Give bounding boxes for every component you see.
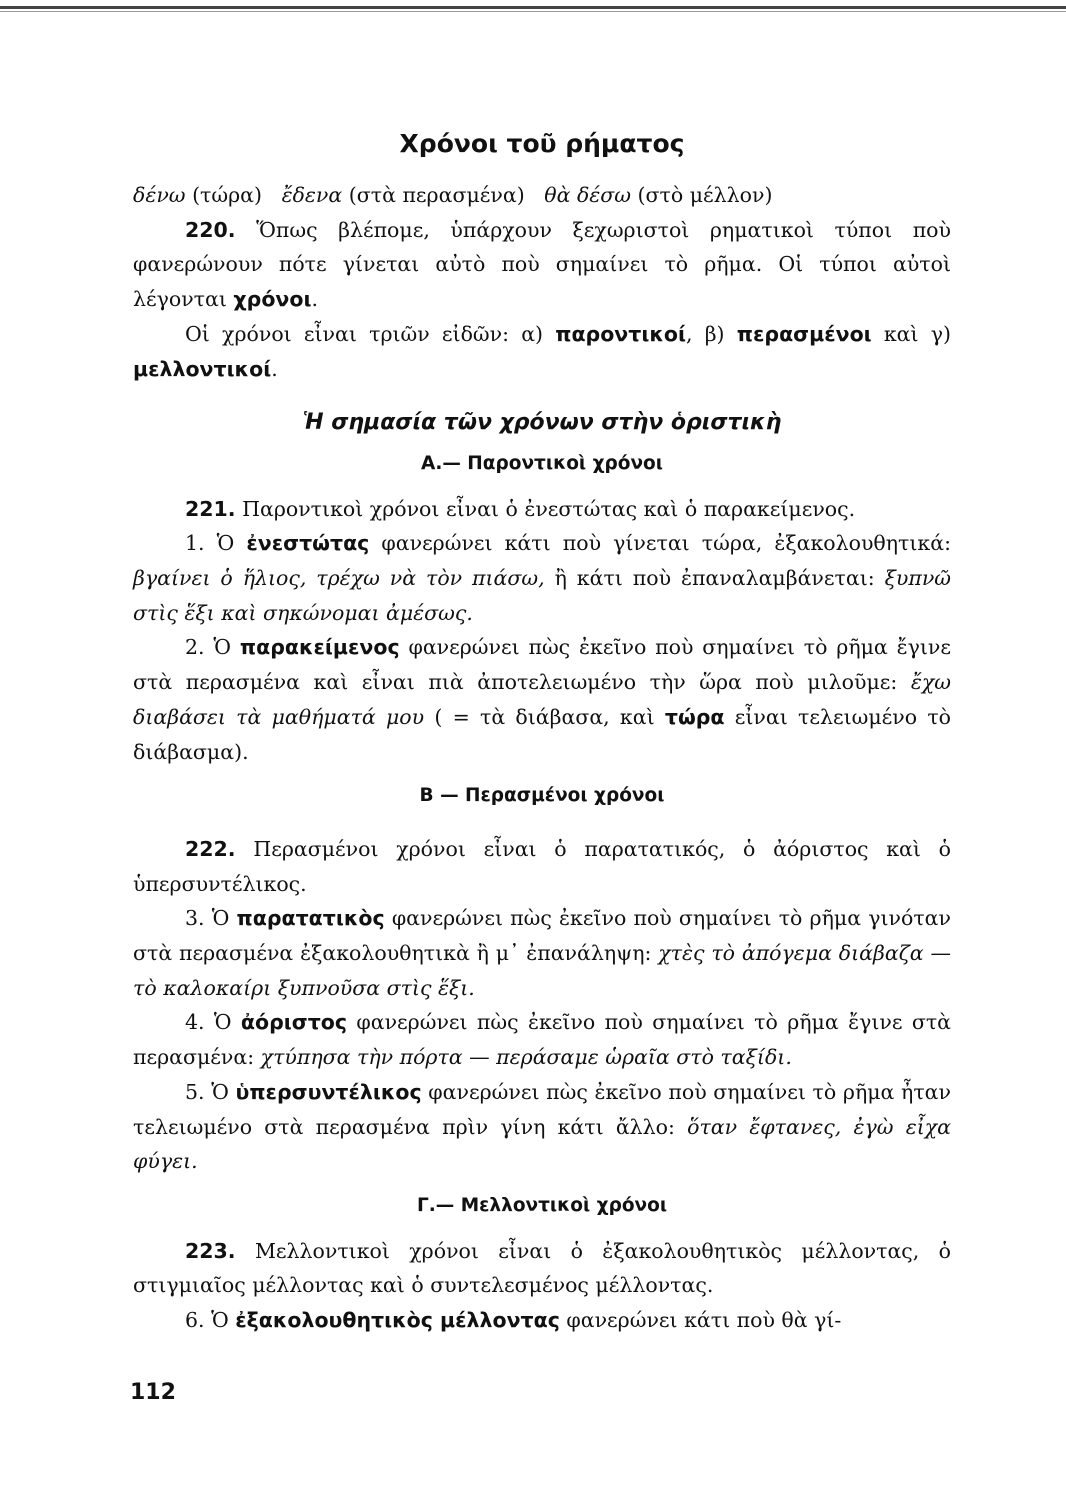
paragraph-220 bbox=[133, 213, 951, 317]
paragraph-number: 221. bbox=[185, 496, 236, 521]
example-future-note: (στὸ μέλλον) bbox=[637, 183, 773, 207]
term-perasmenoi: περασμένοι bbox=[736, 321, 872, 346]
item-text: ( = τὰ διάβασα, καὶ bbox=[424, 704, 665, 729]
section-heading: Ἡ σημασία τῶν χρόνων στὴν ὁριστικὴ bbox=[302, 410, 782, 436]
item-text: φανερώνει κάτι ποὺ γίνεται τώρα, ἐξακολουθητικά: bbox=[369, 531, 951, 556]
item-text: φανερώνει πὼς ἐκεῖνο ποὺ σημαίνει τὸ ρῆμα ἔγινε στὰ περασμένα: bbox=[133, 1010, 951, 1070]
item-number: 5. Ὁ bbox=[185, 1079, 236, 1104]
example-text: ξυπνῶ στὶς ἕξι καὶ σηκώνομαι ἀμέσως. bbox=[133, 566, 951, 625]
section-b-heading: Β — Περασμένοι χρόνοι bbox=[419, 785, 665, 807]
page-body bbox=[133, 122, 951, 1338]
section-c-heading: Γ.— Μελλοντικοὶ χρόνοι bbox=[416, 1194, 668, 1216]
item-text: φανερώνει κάτι ποὺ θὰ γί- bbox=[559, 1308, 842, 1333]
scan-edge-line-thin bbox=[0, 11, 1066, 12]
item-text: ἢ κάτι ποὺ ἐπαναλαμβάνεται: bbox=[544, 566, 885, 591]
term-paratatikos: παρατατικὸς bbox=[236, 906, 385, 931]
term-exakolouthitikos-mellontas: ἐξακολουθητικὸς μέλλοντας bbox=[235, 1308, 560, 1333]
term-parontikoi: παροντικοί bbox=[555, 321, 686, 346]
paragraph-number: 222. bbox=[185, 836, 236, 861]
term-tora: τώρα bbox=[664, 704, 725, 729]
example-past: ἔδενα bbox=[281, 183, 343, 207]
item-number: 2. Ὁ bbox=[185, 635, 240, 660]
paragraph-text: Ὅπως βλέπομε, ὑπάρχουν ξεχωριστοὶ ρηματικοὶ τύποι ποὺ φανερώνουν πότε γίνεται αὐτὸ ποὺ σημαίνει τὸ ρῆμα. Οἱ τύποι αὐτοὶ λέγονται bbox=[133, 217, 951, 312]
paragraph-222 bbox=[133, 832, 951, 901]
example-present-note: (τώρα) bbox=[192, 183, 263, 207]
paragraph-text: Μελλοντικοὶ χρόνοι εἶναι ὁ ἐξακολουθητικὸς μέλλοντας, ὁ στιγμιαῖος μέλλοντας καὶ ὁ συντελεσμένος μέλλοντας. bbox=[133, 1238, 951, 1298]
example-text: ὅταν ἔφτανες, ἐγὼ εἶχα φύγει. bbox=[133, 1114, 951, 1174]
item-text: φανερώνει πὼς ἐκεῖνο ποὺ σημαίνει τὸ ρῆμα γινόταν στὰ περασμένα ἐξακολουθητικὰ ἢ μ᾽ ἐπανάληψη: bbox=[133, 906, 951, 966]
item-1-enestotas bbox=[133, 526, 951, 630]
section-a-heading: Α.— Παροντικοὶ χρόνοι bbox=[421, 452, 663, 474]
item-5-ypersyntelikos bbox=[133, 1075, 951, 1179]
item-4-aoristos bbox=[133, 1005, 951, 1074]
term-aoristos: ἀόριστος bbox=[240, 1010, 348, 1035]
item-text: φανερώνει πὼς ἐκεῖνο ποὺ σημαίνει τὸ ρῆμα ἔγινε στὰ περασμένα καὶ εἶναι πιὰ ἀποτελειωμένο τὴν ὥρα ποὺ μιλοῦμε: bbox=[133, 635, 951, 695]
paragraph-220-kinds bbox=[133, 317, 951, 386]
example-present: δένω bbox=[133, 183, 186, 207]
paragraph-text: Περασμένοι χρόνοι εἶναι ὁ παρατατικός, ὁ ἀόριστος καὶ ὁ ὑπερσυντέλικος. bbox=[133, 836, 951, 896]
paragraph-text: . bbox=[271, 356, 278, 381]
item-6-exakolouthitikos-mellontas bbox=[133, 1303, 951, 1338]
term-chronoi: χρόνοι bbox=[233, 287, 312, 312]
item-number: 6. Ὁ bbox=[185, 1308, 236, 1333]
term-enestotas: ἐνεστώτας bbox=[246, 531, 370, 556]
paragraph-text: . bbox=[311, 287, 318, 312]
paragraph-number: 223. bbox=[185, 1238, 236, 1263]
term-mellontikoi: μελλοντικοί bbox=[133, 356, 272, 381]
example-text: βγαίνει ὁ ἥλιος, τρέχω νὰ τὸν πιάσω, bbox=[133, 566, 545, 591]
item-number: 4. Ὁ bbox=[185, 1010, 241, 1035]
paragraph-223 bbox=[133, 1234, 951, 1303]
term-ypersyntelikos: ὑπερσυντέλικος bbox=[235, 1079, 422, 1104]
paragraph-text: Παροντικοὶ χρόνοι εἶναι ὁ ἐνεστώτας καὶ ὁ παρακείμενος. bbox=[235, 496, 856, 521]
example-text: ἔχω διαβάσει τὰ μαθήματά μου bbox=[133, 670, 951, 729]
item-number: 3. Ὁ bbox=[185, 906, 237, 931]
item-text: φανερώνει πὼς ἐκεῖνο ποὺ σημαίνει τὸ ρῆμα ἦταν τελειωμένο στὰ περασμένα πρὶν γίνη κάτι ἄλλο: bbox=[133, 1079, 951, 1139]
paragraph-number: 220. bbox=[185, 217, 236, 242]
example-text: χτὲς τὸ ἀπόγεμα διάβαζα — τὸ καλοκαίρι ξυπνοῦσα στὶς ἕξι. bbox=[133, 941, 951, 1000]
example-past-note: (στὰ περασμένα) bbox=[348, 183, 525, 207]
paragraph-text: , β) bbox=[685, 321, 737, 346]
paragraph-text: καὶ γ) bbox=[871, 321, 952, 346]
page-title: Χρόνοι τοῦ ρήματος bbox=[399, 129, 685, 158]
intro-examples bbox=[133, 178, 951, 213]
scan-edge-line bbox=[0, 6, 1066, 9]
example-text: χτύπησα τὴν πόρτα — περάσαμε ὡραῖα στὸ ταξίδι. bbox=[260, 1045, 792, 1070]
item-text: εἶναι τελειωμένο τὸ διάβασμα). bbox=[133, 704, 951, 764]
paragraph-text: Οἱ χρόνοι εἶναι τριῶν εἰδῶν: α) bbox=[185, 321, 556, 346]
example-future: θὰ δέσω bbox=[544, 183, 632, 207]
paragraph-221 bbox=[133, 492, 951, 527]
page-number: 112 bbox=[130, 1380, 176, 1405]
item-number: 1. Ὁ bbox=[185, 531, 247, 556]
item-2-parakeimenos bbox=[133, 630, 951, 769]
item-3-paratatikos bbox=[133, 901, 951, 1005]
term-parakeimenos: παρακείμενος bbox=[239, 635, 400, 660]
